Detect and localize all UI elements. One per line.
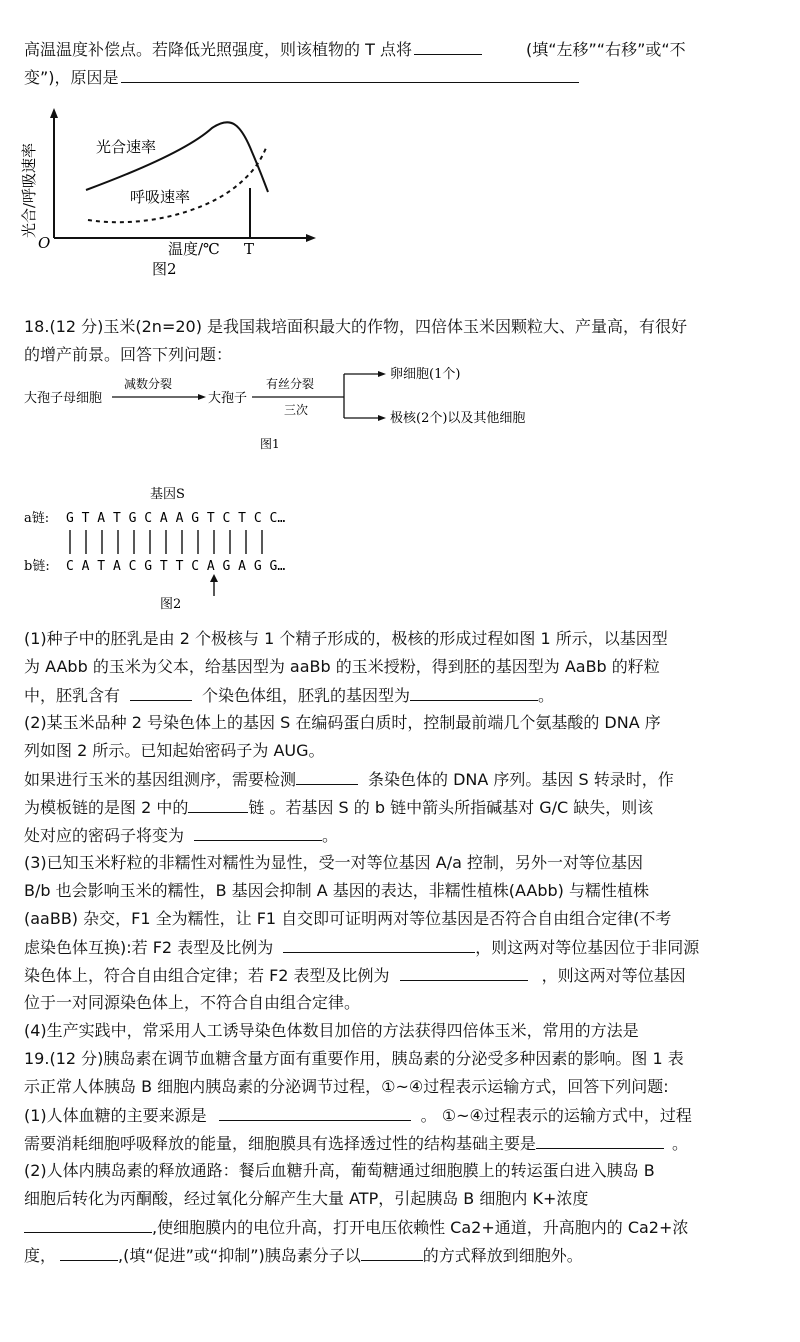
q18-p1-line-2: 为 AAbb 的玉米为父本，给基因型为 aaBb 的玉米授粉，得到胚的基因型为 AaBb 的籽粒 <box>24 657 660 676</box>
q18-p1-line-1: (1)种子中的胚乳是由 2 个极核与 1 个精子形成的，极核的形成过程如图 1 所示，以基因型 <box>24 629 668 648</box>
answer-blank[interactable] <box>414 38 482 55</box>
answer-blank[interactable] <box>296 768 358 785</box>
answer-blank[interactable] <box>188 796 248 813</box>
q18-p2-line-5: 处对应的密码子将变为 。 <box>24 826 339 845</box>
y-axis-label: 光合/呼吸速率 <box>20 142 38 238</box>
node-megaspore-mother-cell: 大孢子母细胞 <box>24 391 103 406</box>
answer-blank[interactable] <box>130 684 192 701</box>
q18-p1-line-3: 中，胚乳含有 个染色体组，胚乳的基因型为 。 <box>24 686 555 705</box>
base-pair-bonds <box>70 530 262 554</box>
q19-line-1: 19.(12 分)胰岛素在调节血糖含量方面有重要作用，胰岛素的分泌受多种因素的影响。图 1 表 <box>24 1049 684 1068</box>
answer-blank[interactable] <box>283 936 475 953</box>
q19-line-2: 示正常人体胰岛 B 细胞内胰岛素的分泌调节过程，①~④过程表示运输方式，回答下列问题: <box>24 1077 669 1096</box>
q18-p3-line-4: 虑染色体互换):若 F2 表型及比例为 ，则这两对等位基因位于非同源 <box>24 938 700 957</box>
q18-p3-line-3: (aaBB) 杂交，F1 全为糯性，让 F1 自交即可证明两对等位基因是否符合自由组合定律(不考 <box>24 909 672 928</box>
arrow-label-meiosis: 减数分裂 <box>124 377 173 391</box>
megaspore-flow-diagram <box>20 364 540 456</box>
gene-s-dna-diagram <box>20 482 300 614</box>
q18-p3-line-5: 染色体上，符合自由组合定律；若 F2 表型及比例为 ，则这两对等位基因 <box>24 966 686 985</box>
answer-blank[interactable] <box>361 1244 423 1261</box>
arrow-head-icon <box>378 371 386 377</box>
output-polar-nuclei: 极核(2个)以及其他细胞 <box>390 411 526 426</box>
b-strand-label: b链: <box>24 559 50 574</box>
answer-blank[interactable] <box>194 824 322 841</box>
q19-line-5: (2)人体内胰岛素的释放通路：餐后血糖升高，葡萄糖通过细胞膜上的转运蛋白进入胰岛 B <box>24 1161 655 1180</box>
figure-caption: 图2 <box>160 597 182 612</box>
q17-line-1: 高温温度补偿点。若降低光照强度，则该植物的 T 点将 (填“左移”“右移”或“不 <box>24 40 686 59</box>
node-megaspore: 大孢子 <box>208 391 248 406</box>
arrow-head-icon <box>378 415 386 421</box>
y-axis-arrow-icon <box>50 108 58 118</box>
x-axis-arrow-icon <box>306 234 316 242</box>
q18-p2-line-2: 列如图 2 所示。已知起始密码子为 AUG。 <box>24 741 325 760</box>
respiration-label: 呼吸速率 <box>130 188 191 206</box>
a-strand-sequence: G T A T G C A A G T C T C C… <box>66 511 286 526</box>
q18-p4-line-1: (4)生产实践中，常采用人工诱导染色体数目加倍的方法获得四倍体玉米，常用的方法是 <box>24 1021 639 1040</box>
figure-caption: 图1 <box>260 437 280 451</box>
output-egg-cell: 卵细胞(1个) <box>390 367 461 382</box>
respiration-curve <box>88 148 266 222</box>
q19-line-8: 度， ,(填“促进”或“抑制”)胰岛素分子以 的方式释放到细胞外。 <box>24 1246 583 1265</box>
q19-line-3: (1)人体血糖的主要来源是 。 ①~④过程表示的运输方式中，过程 <box>24 1106 692 1125</box>
q18-p2-line-3: 如果进行玉米的基因组测序，需要检测 条染色体的 DNA 序列。基因 S 转录时，作 <box>24 770 674 789</box>
q18-p2-line-1: (2)某玉米品种 2 号染色体上的基因 S 在编码蛋白质时，控制最前端几个氨基酸的 DNA 序 <box>24 713 661 732</box>
answer-blank[interactable] <box>536 1132 664 1149</box>
arrow-label-three-times: 三次 <box>284 403 309 417</box>
x-axis-label: 温度/℃ <box>168 240 220 258</box>
q19-line-4: 需要消耗细胞呼吸释放的能量，细胞膜具有选择透过性的结构基础主要是 。 <box>24 1134 689 1153</box>
q17-line-2: 变”)，原因是 <box>24 66 579 89</box>
answer-blank[interactable] <box>60 1244 118 1261</box>
b-strand-sequence: C A T A C G T T C A G A G G… <box>66 559 286 574</box>
q18-p3-line-6: 位于一对同源染色体上，不符合自由组合定律。 <box>24 993 361 1012</box>
q18-intro-2: 的增产前景。回答下列问题： <box>24 345 233 364</box>
gene-s-label: 基因S <box>150 487 185 502</box>
arrow-head-icon <box>198 394 206 400</box>
a-strand-label: a链: <box>24 511 50 526</box>
up-arrow-icon <box>210 574 218 582</box>
arrow-label-mitosis: 有丝分裂 <box>266 377 315 391</box>
origin-label: O <box>38 234 51 252</box>
q18-p3-line-1: (3)已知玉米籽粒的非糯性对糯性为显性，受一对等位基因 A/a 控制，另外一对等位基因 <box>24 853 643 872</box>
figure-caption: 图2 <box>152 260 177 278</box>
answer-blank[interactable] <box>410 684 538 701</box>
answer-blank[interactable] <box>219 1104 411 1121</box>
answer-blank[interactable] <box>121 66 579 83</box>
q18-intro-1: 18.(12 分)玉米(2n=20) 是我国栽培面积最大的作物，四倍体玉米因颗粒大、产量高，有很好 <box>24 317 688 336</box>
photosynthesis-label: 光合速率 <box>96 138 157 156</box>
answer-blank[interactable] <box>400 964 528 981</box>
q19-line-6: 细胞后转化为丙酮酸，经过氧化分解产生大量 ATP，引起胰岛 B 细胞内 K+浓度 <box>24 1189 589 1208</box>
rate-temperature-graph <box>20 108 320 278</box>
q18-p3-line-2: B/b 也会影响玉米的糯性，B 基因会抑制 A 基因的表达，非糯性植株(AAbb) 与糯性植株 <box>24 881 650 900</box>
q19-line-7: ,使细胞膜内的电位升高，打开电压依赖性 Ca2+通道，升高胞内的 Ca2+浓 <box>24 1216 688 1239</box>
answer-blank[interactable] <box>24 1216 152 1233</box>
t-label: T <box>244 240 255 258</box>
q18-p2-line-4: 为模板链的是图 2 中的 链 。若基因 S 的 b 链中箭头所指碱基对 G/C 缺失，则该 <box>24 798 654 817</box>
